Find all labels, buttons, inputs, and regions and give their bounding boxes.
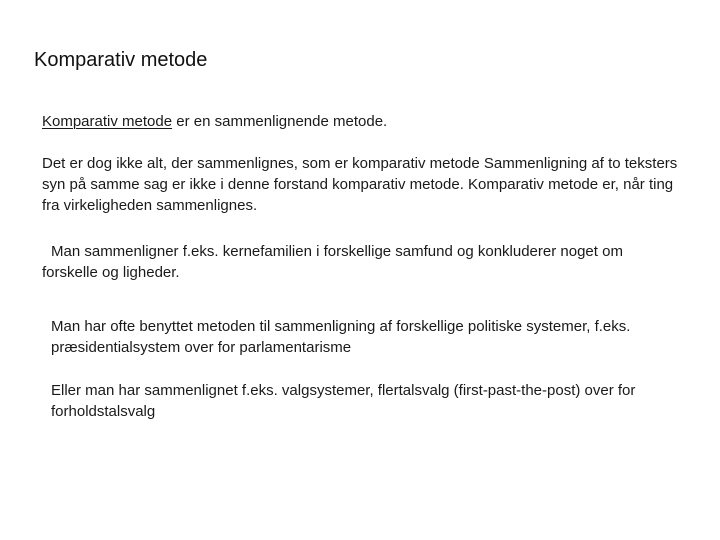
paragraph-example-electoral-systems: Eller man har sammenlignet f.eks. valgsystemer, flertalsvalg (first-past-the-post) over for forholdstalsvalg bbox=[51, 382, 636, 420]
paragraph-clarification: Det er dog ikke alt, der sammenlignes, som er komparativ metode Sammenligning af to teksters syn på samme sag er ikke i denne forstand komparativ metode. Komparativ metode er, når ting fra virkeligheden sammenlignes. bbox=[42, 155, 678, 214]
definition-text: er en sammenlignende metode. bbox=[172, 113, 388, 130]
slide-title: Komparativ metode bbox=[34, 49, 208, 71]
paragraph-example-family-text: Man sammenligner f.eks. kernefamilien i forskellige samfund og konkluderer noget om forskelle og ligheder. bbox=[42, 243, 623, 281]
paragraph-definition bbox=[42, 111, 682, 132]
term-komparativ-metode: Komparativ metode bbox=[42, 113, 173, 130]
paragraph-example-political-systems: Man har ofte benyttet metoden til sammenligning af forskellige politiske systemer, f.eks. præsidentialsystem over for parlamentarisme bbox=[51, 318, 631, 356]
paragraph-example-family bbox=[42, 241, 682, 283]
